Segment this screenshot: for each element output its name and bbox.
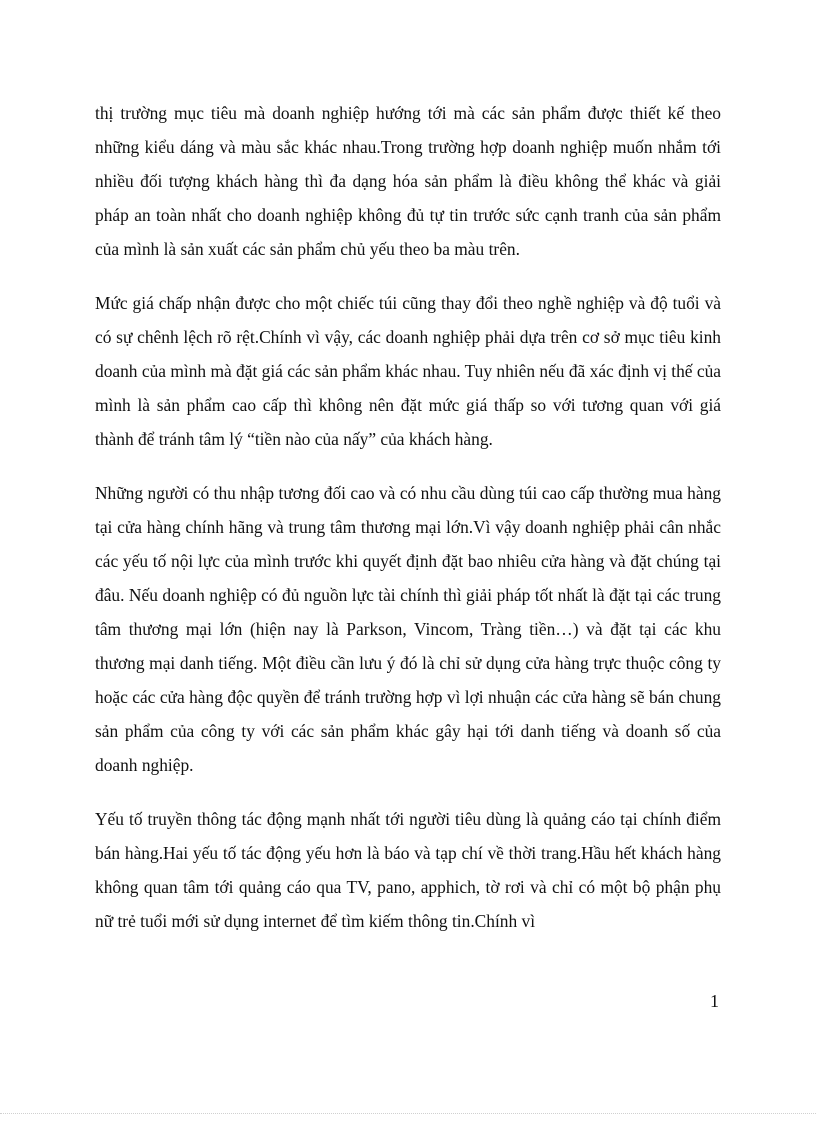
paragraph-3: Những người có thu nhập tương đối cao và có nhu cầu dùng túi cao cấp thường mua hàng tại cửa hàng chính hãng và trung tâm thương mại lớn.Vì vậy doanh nghiệp phải cân nhắc các yếu tố nội lực của mình trước khi quyết định đặt bao nhiêu cửa hàng và đặt chúng tại đâu. Nếu doanh nghiệp có đủ nguồn lực tài chính thì giải pháp tốt nhất là đặt tại các trung tâm thương mại lớn (hiện nay là Parkson, Vincom, Tràng tiền…) và đặt tại các khu thương mại danh tiếng. Một điều cần lưu ý đó là chỉ sử dụng cửa hàng trực thuộc công ty hoặc các cửa hàng độc quyền để tránh trường hợp vì lợi nhuận các cửa hàng sẽ bán chung sản phẩm của công ty với các sản phẩm khác gây hại tới danh tiếng và doanh số của doanh nghiệp. xyxy=(95,483,721,775)
paragraph-1: thị trường mục tiêu mà doanh nghiệp hướng tới mà các sản phẩm được thiết kế theo những kiểu dáng và màu sắc khác nhau.Trong trường hợp doanh nghiệp muốn nhắm tới nhiều đối tượng khách hàng thì đa dạng hóa sản phẩm là điều không thể khác và giải pháp an toàn nhất cho doanh nghiệp không đủ tự tin trước sức cạnh tranh của sản phẩm của mình là sản xuất các sản phẩm chủ yếu theo ba màu trên. xyxy=(95,103,721,259)
page-bottom-divider xyxy=(0,1113,816,1114)
body-text xyxy=(95,96,721,938)
paragraph-2: Mức giá chấp nhận được cho một chiếc túi cũng thay đổi theo nghề nghiệp và độ tuổi và có sự chênh lệch rõ rệt.Chính vì vậy, các doanh nghiệp phải dựa trên cơ sở mục tiêu kinh doanh của mình mà đặt giá các sản phẩm khác nhau. Tuy nhiên nếu đã xác định vị thế của mình là sản phẩm cao cấp thì không nên đặt mức giá thấp so với tương quan với giá thành để tránh tâm lý “tiền nào của nấy” của khách hàng. xyxy=(95,293,721,449)
page-number: 1 xyxy=(710,991,719,1011)
paragraph-4: Yếu tố truyền thông tác động mạnh nhất tới người tiêu dùng là quảng cáo tại chính điểm bán hàng.Hai yếu tố tác động yếu hơn là báo và tạp chí về thời trang.Hầu hết khách hàng không quan tâm tới quảng cáo qua TV, pano, apphich, tờ rơi và chỉ có một bộ phận phụ nữ trẻ tuổi mới sử dụng internet để tìm kiếm thông tin.Chính vì xyxy=(95,809,721,931)
